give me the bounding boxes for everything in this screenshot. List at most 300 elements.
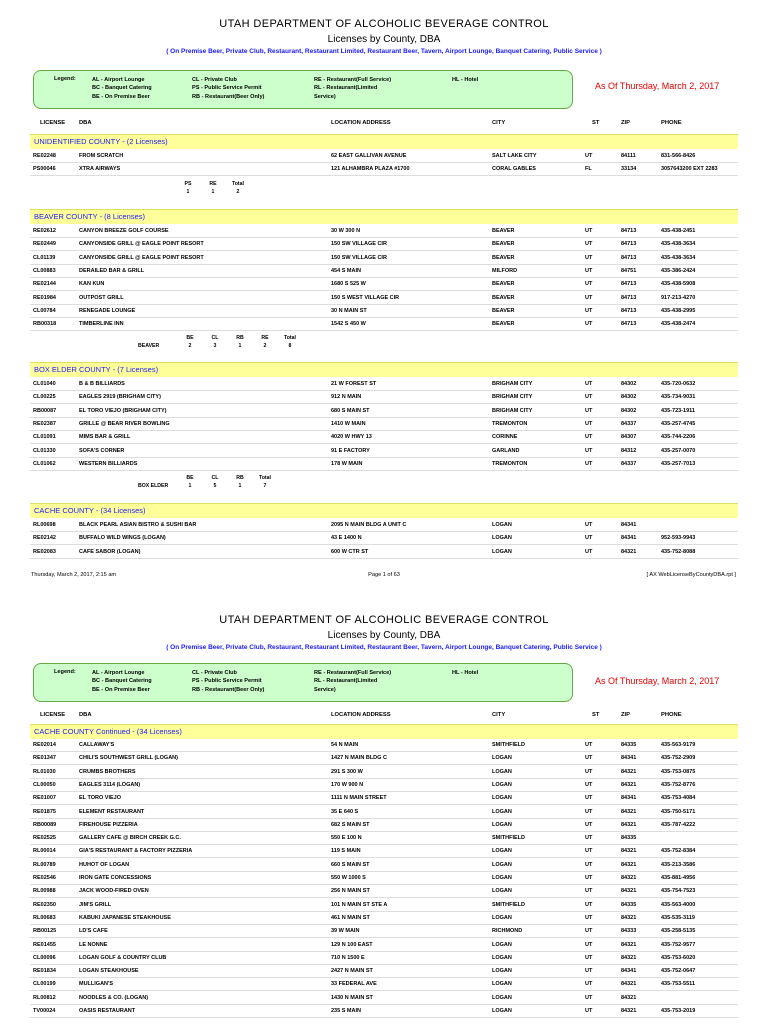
summary-county-label: BOX ELDER [138, 483, 169, 489]
city: SMITHFIELD [492, 901, 525, 908]
state: UT [585, 254, 593, 261]
dba-name: CANYON BREEZE GOLF COURSE [79, 228, 169, 234]
col-st: ST [592, 120, 600, 126]
license-number: CL00883 [33, 267, 56, 274]
summary-count: 1 [188, 483, 192, 489]
row-divider [30, 175, 738, 176]
zip-code: 84713 [621, 321, 637, 328]
location-address: 4020 W HWY 13 [331, 434, 372, 441]
city: BEAVER [492, 294, 515, 301]
summary-count: 2 [188, 343, 192, 349]
county-title: CACHE COUNTY - (34 Licenses) [34, 506, 146, 515]
license-types-line: ( On Premise Beer, Private Club, Restaurant, Restaurant Limited, Restaurant Beer, Tavern, Airport Lounge, Banquet Catering, Public Service ) [166, 48, 602, 55]
location-address: 256 N MAIN ST [331, 888, 370, 895]
summary-type-code: Total [283, 335, 296, 341]
zip-code: 84321 [621, 888, 637, 895]
location-address: 550 E 100 N [331, 835, 362, 842]
location-address: 35 E 640 S [331, 808, 359, 815]
phone: 435-752-8088 [661, 548, 696, 555]
phone: 435-257-7013 [661, 460, 696, 467]
col-phone: PHONE [661, 120, 682, 126]
county-title: BOX ELDER COUNTY - (7 Licenses) [34, 365, 159, 374]
city: BEAVER [492, 307, 515, 314]
license-number: PS00046 [33, 166, 56, 172]
table-row [0, 238, 768, 251]
phone: 435-753-6020 [661, 954, 696, 961]
table-row [0, 885, 768, 898]
state: UT [585, 875, 593, 881]
dba-name: GRILLE @ BEAR RIVER BOWLING [79, 420, 170, 427]
report-subtitle: Licenses by County, DBA [327, 34, 441, 45]
dba-name: OUTPOST GRILL [79, 294, 124, 301]
legend-item: AL - Airport Lounge [92, 670, 145, 676]
legend-item: RB - Restaurant(Beer Only) [192, 93, 265, 100]
state: UT [585, 394, 593, 401]
location-address: 1430 N MAIN ST [331, 994, 373, 1001]
location-address: 461 N MAIN ST [331, 914, 370, 921]
legend-label: Legend: [54, 669, 76, 675]
state: UT [585, 848, 593, 855]
zip-code: 33134 [621, 166, 637, 172]
legend-item: CL - Private Club [192, 77, 237, 83]
location-address: 291 S 300 W [331, 768, 363, 775]
location-address: 62 EAST GALLIVAN AVENUE [331, 153, 407, 159]
state: UT [585, 755, 593, 762]
legend-col-3 [314, 76, 391, 101]
city: BEAVER [492, 321, 515, 328]
city: LOGAN [492, 795, 512, 802]
table-row [0, 150, 768, 163]
table-row [0, 792, 768, 805]
location-address: 2427 N MAIN ST [331, 968, 373, 975]
state: UT [585, 808, 593, 815]
license-number: RE02612 [33, 228, 56, 234]
legend-col-4 [452, 669, 478, 677]
license-number: RE01984 [33, 294, 56, 301]
row-divider [30, 558, 738, 559]
zip-code: 84713 [621, 294, 637, 301]
table-row [0, 766, 768, 779]
table-row [0, 872, 768, 885]
location-address: 30 W 300 N [331, 228, 361, 234]
state: UT [585, 535, 593, 542]
license-number: TV00024 [33, 1008, 56, 1014]
zip-code: 84335 [621, 742, 637, 748]
phone: 435-753-0875 [661, 768, 696, 775]
col-dba: DBA [79, 120, 92, 126]
dba-name: WESTERN BILLIARDS [79, 460, 138, 467]
city: BRIGHAM CITY [492, 407, 533, 414]
dba-name: FIREHOUSE PIZZERIA [79, 821, 138, 828]
phone: 435-720-0632 [661, 381, 696, 387]
license-types-line: ( On Premise Beer, Private Club, Restaurant, Restaurant Limited, Restaurant Beer, Tavern, Airport Lounge, Banquet Catering, Public Service ) [166, 644, 602, 651]
table-row [0, 318, 768, 331]
location-address: 150 SW VILLAGE CIR [331, 241, 387, 248]
table-row [0, 939, 768, 952]
phone: 435-753-2019 [661, 1008, 696, 1014]
table-row [0, 779, 768, 792]
city: LOGAN [492, 914, 512, 921]
state: UT [585, 522, 593, 528]
license-number: RE02248 [33, 153, 56, 159]
legend-col-3 [314, 669, 391, 694]
zip-code: 84713 [621, 307, 637, 314]
phone: 435-258-5135 [661, 928, 696, 935]
city: CORAL GABLES [492, 166, 536, 172]
row-divider [30, 470, 738, 471]
phone: 435-753-5511 [661, 981, 695, 988]
county-band-cache [30, 503, 738, 518]
zip-code: 84321 [621, 861, 637, 868]
legend-item: CL - Private Club [192, 670, 237, 676]
state: UT [585, 548, 593, 555]
license-number: RE02387 [33, 420, 56, 427]
phone: 435-753-4084 [661, 795, 696, 802]
dba-name: KAN KUN [79, 281, 105, 288]
county-title: CACHE COUNTY Continued - (34 Licenses) [34, 727, 182, 736]
legend-col-2 [192, 76, 264, 101]
license-number: CL01091 [33, 434, 56, 441]
state: UT [585, 153, 593, 159]
license-number: RE02449 [33, 241, 56, 248]
state: UT [585, 294, 593, 301]
legend-item: RE - Restaurant(Full Service) [314, 77, 392, 83]
as-of-date: As Of Thursday, March 2, 2017 [595, 676, 720, 686]
col-phone: PHONE [661, 712, 682, 718]
legend-item: RL - Restaurant(Limited [314, 85, 378, 92]
table-row [0, 978, 768, 991]
license-number: RL00014 [33, 848, 56, 855]
phone: 917-213-4270 [661, 294, 696, 301]
location-address: 1427 N MAIN BLDG C [331, 755, 387, 762]
table-row [0, 265, 768, 278]
footer-report-name: [ AX WebLicenseByCountyDBA.rpt ] [646, 572, 736, 578]
city: SMITHFIELD [492, 742, 525, 748]
city: LOGAN [492, 781, 512, 788]
table-row [0, 252, 768, 265]
summary-type-code: Total [231, 181, 244, 187]
location-address: 150 SW VILLAGE CIR [331, 254, 387, 261]
legend-item: HL - Hotel [452, 670, 479, 676]
location-address: 680 S MAIN ST [331, 407, 370, 414]
dba-name: CAFE SABOR (LOGAN) [79, 548, 141, 555]
report-subtitle: Licenses by County, DBA [327, 630, 441, 641]
dba-name: GALLERY CAFE @ BIRCH CREEK G.C. [79, 835, 181, 842]
city: LOGAN [492, 968, 512, 975]
zip-code: 84302 [621, 394, 637, 401]
zip-code: 84713 [621, 254, 637, 261]
city: BEAVER [492, 228, 515, 234]
state: UT [585, 1008, 593, 1014]
summary-count: 1 [238, 343, 242, 349]
col-city: CITY [492, 120, 506, 126]
zip-code: 84321 [621, 548, 637, 555]
table-row [0, 845, 768, 858]
city: LOGAN [492, 875, 512, 881]
location-address: 121 ALHAMBRA PLAZA #1700 [331, 166, 410, 172]
city: LOGAN [492, 535, 512, 542]
legend-item: Service) [314, 686, 336, 693]
county-band-unidentified [30, 134, 738, 149]
city: LOGAN [492, 548, 512, 555]
license-number: RE01007 [33, 795, 56, 802]
city: TREMONTON [492, 460, 528, 467]
legend-item: PS - Public Service Permit [192, 85, 262, 92]
summary-type-code: PS [184, 181, 192, 187]
state: UT [585, 241, 593, 248]
summary-type-code: CL [211, 335, 219, 341]
state: UT [585, 914, 593, 921]
city: SMITHFIELD [492, 835, 525, 842]
zip-code: 84321 [621, 994, 637, 1001]
legend-item: BE - On Premise Beer [92, 93, 150, 100]
dba-name: NOODLES & CO. (LOGAN) [79, 994, 149, 1001]
county-band-box-elder [30, 362, 738, 377]
dba-name: JACK WOOD-FIRED OVEN [79, 888, 149, 895]
phone: 435-750-5171 [661, 808, 696, 815]
col-zip: ZIP [621, 712, 631, 718]
zip-code: 84321 [621, 954, 637, 961]
legend-item: HL - Hotel [452, 77, 479, 83]
table-row [0, 925, 768, 938]
phone: 435-752-8384 [661, 848, 696, 855]
dba-name: DERAILED BAR & GRILL [79, 267, 145, 274]
col-st: ST [592, 712, 600, 718]
table-row [0, 391, 768, 404]
dba-name: B & B BILLIARDS [79, 381, 125, 387]
dba-name: LOGAN STEAKHOUSE [79, 968, 139, 975]
zip-code: 84335 [621, 835, 637, 842]
zip-code: 84111 [621, 153, 636, 159]
dba-name: LD'S CAFE [79, 928, 108, 935]
zip-code: 84341 [621, 535, 637, 542]
phone: 435-438-2474 [661, 321, 696, 328]
report-title: UTAH DEPARTMENT OF ALCOHOLIC BEVERAGE CONTROL [219, 614, 549, 626]
zip-code: 84321 [621, 875, 637, 881]
dba-name: FROM SCRATCH [79, 153, 124, 159]
table-row [0, 305, 768, 318]
col-city: CITY [492, 712, 506, 718]
license-number: RE01347 [33, 755, 56, 762]
state: UT [585, 228, 593, 234]
table-row [0, 418, 768, 431]
state: UT [585, 420, 593, 427]
city: LOGAN [492, 522, 512, 528]
zip-code: 84341 [621, 522, 637, 528]
city: RICHMOND [492, 928, 523, 935]
summary-count: 1 [238, 483, 242, 489]
location-address: 912 N MAIN [331, 394, 362, 401]
table-row [0, 832, 768, 845]
table-row [0, 445, 768, 458]
phone: 435-438-5908 [661, 281, 696, 288]
city: LOGAN [492, 981, 512, 988]
phone: 435-563-4000 [661, 901, 696, 908]
license-number: RE02546 [33, 875, 56, 881]
zip-code: 84321 [621, 848, 637, 855]
license-number: RL00698 [33, 522, 56, 528]
phone: 435-752-2909 [661, 755, 696, 762]
zip-code: 84312 [621, 447, 637, 454]
location-address: 54 N MAIN [331, 742, 359, 748]
state: UT [585, 795, 593, 802]
table-row [0, 378, 768, 391]
summary-count: 2 [263, 343, 267, 349]
phone: 435-881-4956 [661, 875, 696, 881]
state: FL [585, 166, 592, 172]
dba-name: EAGLES 2919 (BRIGHAM CITY) [79, 394, 161, 401]
table-row [0, 546, 768, 559]
legend-item: RB - Restaurant(Beer Only) [192, 686, 265, 693]
license-number: RL00988 [33, 888, 56, 895]
dba-name: KABUKI JAPANESE STEAKHOUSE [79, 914, 171, 921]
dba-name: EL TORO VIEJO [79, 795, 121, 802]
location-address: 33 FEDERAL AVE [331, 981, 377, 988]
legend-item: BC - Banquet Catering [92, 678, 152, 685]
zip-code: 84335 [621, 901, 637, 908]
table-row [0, 278, 768, 291]
phone: 435-438-3634 [661, 241, 696, 248]
license-number: RB00087 [33, 407, 57, 414]
license-number: RL00683 [33, 914, 56, 921]
legend-box [33, 663, 573, 702]
table-row [0, 912, 768, 925]
state: UT [585, 861, 593, 868]
summary-count: 3 [213, 343, 217, 349]
zip-code: 84713 [621, 281, 637, 288]
zip-code: 84302 [621, 381, 637, 387]
license-number: RE02144 [33, 281, 56, 288]
location-address: 550 W 1000 S [331, 875, 366, 881]
zip-code: 84713 [621, 241, 637, 248]
dba-name: CANYONSIDE GRILL @ EAGLE POINT RESORT [79, 254, 204, 261]
state: UT [585, 267, 593, 274]
dba-name: GIA'S RESTAURANT & FACTORY PIZZERIA [79, 848, 193, 855]
city: BEAVER [492, 241, 515, 248]
location-address: 454 S MAIN [331, 267, 361, 274]
state: UT [585, 888, 593, 895]
phone: 435-787-4222 [661, 821, 696, 828]
table-row [0, 739, 768, 752]
legend-col-2 [192, 669, 264, 694]
license-number: RE02525 [33, 835, 56, 842]
dba-name: EL TORO VIEJO (BRIGHAM CITY) [79, 407, 167, 414]
table-row [0, 899, 768, 912]
dba-name: EAGLES 3114 (LOGAN) [79, 781, 141, 788]
summary-count: 1 [211, 189, 215, 195]
state: UT [585, 460, 593, 467]
city: LOGAN [492, 821, 512, 828]
legend-item: Service) [314, 93, 336, 100]
dba-name: CHILI'S SOUTHWEST GRILL (LOGAN) [79, 755, 178, 762]
legend-item: AL - Airport Lounge [92, 77, 145, 83]
license-number: RE02142 [33, 535, 56, 542]
summary-type-code: Total [258, 475, 271, 481]
city: LOGAN [492, 808, 512, 815]
license-number: CL01139 [33, 254, 56, 261]
zip-code: 84321 [621, 981, 637, 988]
phone: 435-438-2995 [661, 307, 696, 314]
location-address: 1680 S 525 W [331, 281, 366, 288]
dba-name: JIM'S GRILL [79, 901, 112, 908]
license-number: RL01030 [33, 768, 56, 775]
state: UT [585, 835, 593, 842]
state: UT [585, 768, 593, 775]
col-license: LICENSE [40, 712, 66, 718]
state: UT [585, 928, 593, 935]
city: LOGAN [492, 954, 512, 961]
phone: 435-744-2206 [661, 434, 696, 441]
table-row [0, 532, 768, 545]
phone: 435-386-2424 [661, 267, 696, 274]
legend-label: Legend: [54, 76, 76, 82]
location-address: 119 S MAIN [331, 848, 361, 855]
license-number: RB00125 [33, 928, 57, 935]
location-address: 1410 W MAIN [331, 420, 366, 427]
state: UT [585, 742, 593, 748]
state: UT [585, 321, 593, 328]
summary-type-code: RE [261, 335, 269, 341]
legend-item: BC - Banquet Catering [92, 85, 152, 92]
license-number: RE01455 [33, 941, 56, 948]
state: UT [585, 941, 593, 948]
phone: 435-723-1911 [661, 407, 695, 414]
col-license: LICENSE [40, 120, 66, 126]
county-band-cache-continued [30, 724, 738, 739]
city: SALT LAKE CITY [492, 153, 537, 159]
location-address: 660 S MAIN ST [331, 861, 370, 868]
license-number: CL00199 [33, 981, 56, 988]
dba-name: SOFA'S CORNER [79, 447, 125, 454]
zip-code: 84321 [621, 914, 637, 921]
location-address: 1111 N MAIN STREET [331, 795, 387, 802]
dba-name: OASIS RESTAURANT [79, 1008, 136, 1014]
city: LOGAN [492, 768, 512, 775]
license-number: CL00096 [33, 954, 56, 961]
zip-code: 84321 [621, 768, 637, 775]
state: UT [585, 968, 593, 975]
legend-item: BE - On Premise Beer [92, 686, 150, 693]
dba-name: BUFFALO WILD WINGS (LOGAN) [79, 535, 166, 542]
license-number: RE02014 [33, 742, 56, 748]
dba-name: XTRA AIRWAYS [79, 166, 121, 172]
state: UT [585, 954, 593, 961]
row-divider [30, 330, 738, 331]
location-address: 682 S MAIN ST [331, 821, 370, 828]
phone: 435-752-9577 [661, 941, 696, 948]
city: CORINNE [492, 434, 518, 441]
dba-name: LE NONNE [79, 941, 108, 948]
state: UT [585, 407, 593, 414]
summary-type-code: RB [236, 475, 244, 481]
col-dba: DBA [79, 712, 92, 718]
summary-count: 2 [236, 189, 240, 195]
location-address: 101 N MAIN ST STE A [331, 901, 388, 908]
zip-code: 84321 [621, 821, 637, 828]
table-row [0, 519, 768, 532]
license-number: RB00318 [33, 321, 57, 328]
summary-county-label: BEAVER [138, 343, 160, 349]
table-row [0, 965, 768, 978]
license-number: CL01062 [33, 460, 56, 467]
table-row [0, 458, 768, 471]
table-row [0, 806, 768, 819]
dba-name: IRON GATE CONCESSIONS [79, 875, 152, 881]
report-page-2 [0, 596, 768, 1024]
state: UT [585, 281, 593, 288]
location-address: 43 E 1400 N [331, 535, 362, 542]
zip-code: 84321 [621, 808, 637, 815]
